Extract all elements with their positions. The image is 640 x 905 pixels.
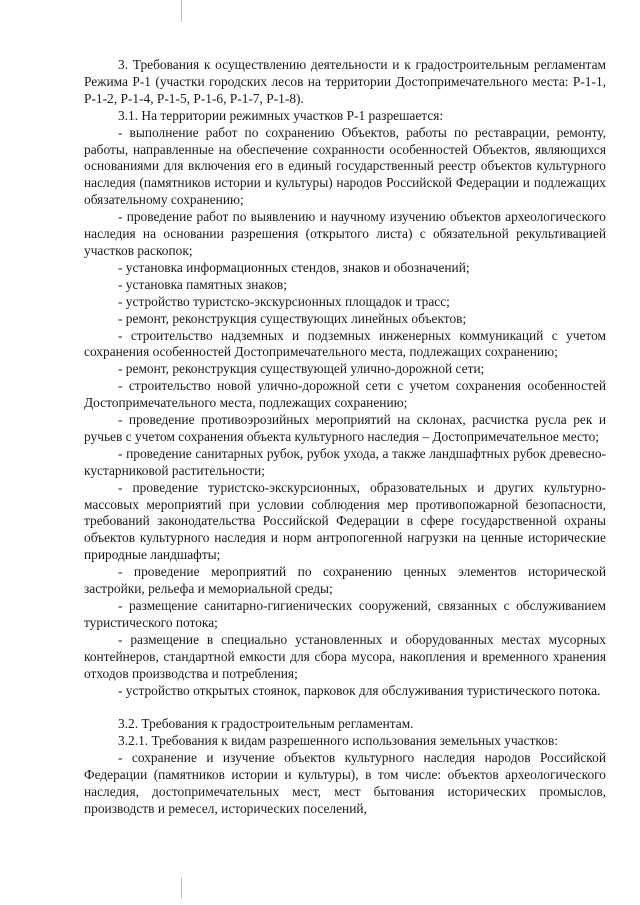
- list-item: - строительство надземных и подземных инженерных коммуникаций с учетом сохранения особенностей Достопримечательного места, подлежащих сохранению;: [84, 327, 606, 360]
- list-item: - строительство новой улично-дорожной сети с учетом сохранения особенностей Достопримечательного места, подлежащих сохранению;: [84, 378, 606, 411]
- list-item: - устройство туристско-экскурсионных площадок и трасс;: [118, 293, 450, 309]
- subsection-heading: 3.1. На территории режимных участков Р-1 разрешается:: [118, 107, 444, 123]
- list-item: - проведение санитарных рубок, рубок ухода, а также ландшафтных рубок древесно- кустарниковой растительности;: [84, 445, 606, 478]
- scan-mark-top: [181, 0, 182, 22]
- list-item: - установка информационных стендов, знаков и обозначений;: [118, 259, 470, 275]
- list-item: - размещение в специально установленных и оборудованных местах мусорных контейнеров, стандартной емкости для сбора мусора, накопления и временного хранения отходов производства и потребления;: [84, 631, 606, 681]
- paragraph-gap: [84, 699, 606, 716]
- list-item: - проведение туристско-экскурсионных, образовательных и других культурно-массовых мероприятий при условии соблюдения мер противопожарной безопасности, требований законодательства Российской Федерации в сфере государственной охраны объектов культурного наследия и норм антропогенной нагрузки на ценные исторические природные ландшафты;: [84, 479, 606, 563]
- list-item: - ремонт, реконструкция существующих линейных объектов;: [118, 310, 467, 326]
- list-item: - проведение работ по выявлению и научному изучению объектов археологического наследия на основании разрешения (открытого листа) с обязательной рекультивацией участков раскопок;: [84, 209, 606, 258]
- list-item: - устройство открытых стоянок, парковок для обслуживания туристического потока.: [118, 682, 601, 698]
- list-item: - ремонт, реконструкция существующей улично-дорожной сети;: [118, 361, 485, 377]
- list-item: - размещение санитарно-гигиенических сооружений, связанных с обслуживанием туристического потока;: [84, 598, 606, 630]
- section-heading: 3. Требования к осуществлению деятельности и к градостроительным регламентам Режима Р-1 (участки городских лесов на территории Достопримечательного места: Р-1-1, Р-1-2, Р-1-4, Р-1-5, Р-1-6, Р-1-7, Р-1-8).: [84, 57, 606, 106]
- scan-mark-bottom: [181, 878, 182, 898]
- list-item: - установка памятных знаков;: [118, 276, 287, 292]
- list-item: - проведение противоэрозийных мероприятий на склонах, расчистка русла рек и ручьев с учетом сохранения объекта культурного наследия – Достопримечательное место;: [84, 412, 606, 444]
- list-item: - сохранение и изучение объектов культурного наследия народов Российской Федерации (памятников истории и культуры), в том числе: объектов археологического наследия, достопримечательных мест, мест бытования исторических промыслов, производств и ремесел, исторических поселений,: [84, 750, 606, 816]
- list-item: - выполнение работ по сохранению Объектов, работы по реставрации, ремонту, работы, направленные на обеспечение сохранности особенностей Объектов, являющихся основаниями для включения его в единый государственный реестр объектов культурного наследия (памятников истории и культуры) народов Российской Федерации и подлежащих обязательному сохранению;: [84, 124, 606, 208]
- subsection-heading: 3.2.1. Требования к видам разрешенного использования земельных участков:: [118, 733, 558, 749]
- subsection-heading: 3.2. Требования к градостроительным регламентам.: [118, 716, 414, 732]
- document-body: [84, 57, 606, 818]
- list-item: - проведение мероприятий по сохранению ценных элементов исторической застройки, рельефа и мемориальной среды;: [84, 564, 606, 597]
